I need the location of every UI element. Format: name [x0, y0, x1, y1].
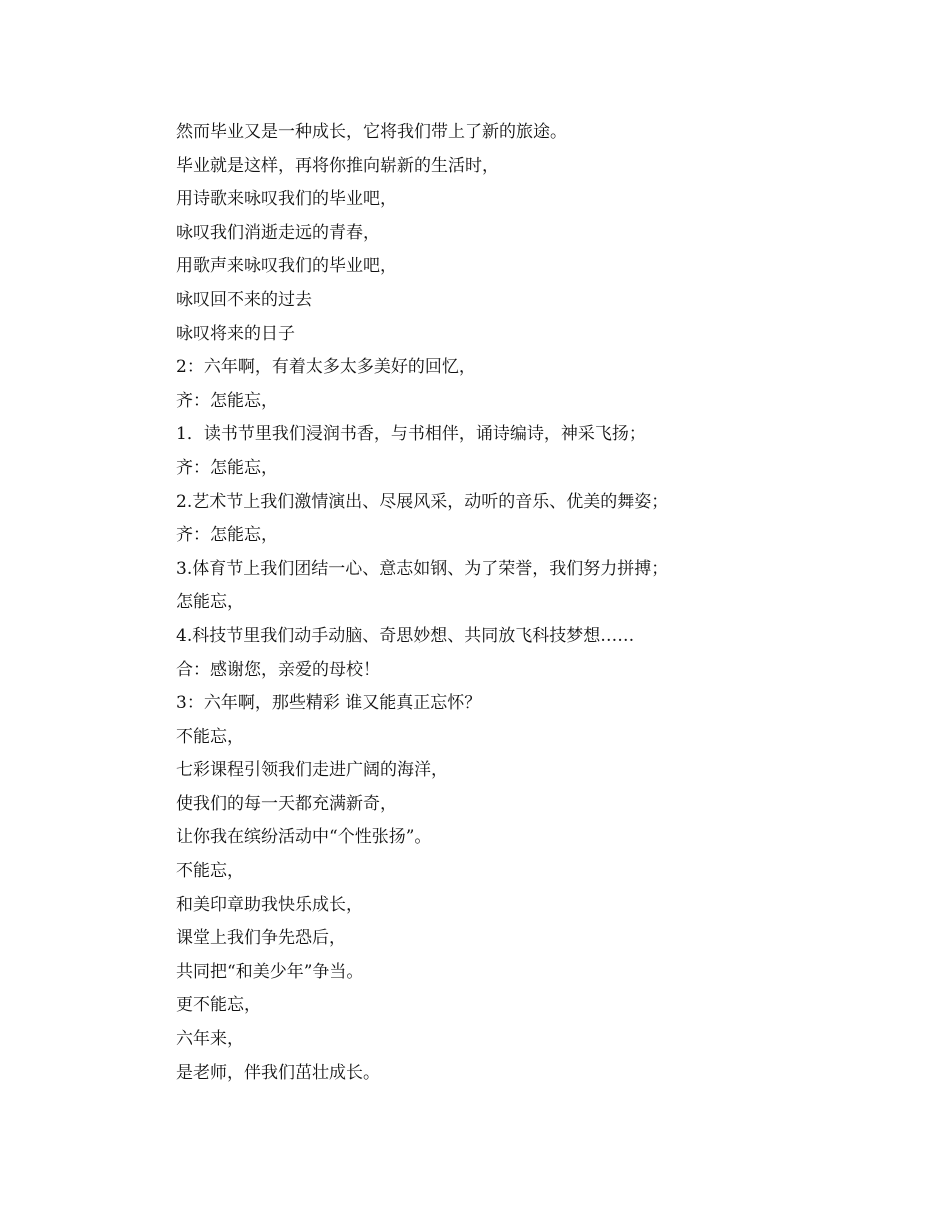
text-line: 使我们的每一天都充满新奇， — [176, 793, 397, 814]
text-line: 齐：怎能忘， — [176, 525, 278, 546]
text-line: 毕业就是这样，再将你推向崭新的生活时， — [176, 155, 499, 176]
text-line: 2：六年啊，有着太多太多美好的回忆， — [176, 357, 476, 378]
text-line: 用歌声来咏叹我们的毕业吧， — [176, 256, 397, 277]
text-line: 咏叹将来的日子 — [176, 323, 295, 344]
text-line: 用诗歌来咏叹我们的毕业吧， — [176, 189, 397, 210]
document-text-body — [176, 116, 816, 1090]
text-line: 不能忘， — [176, 861, 244, 882]
text-line: 六年来， — [176, 1029, 244, 1050]
text-line: 怎能忘， — [176, 592, 244, 613]
text-line: 然而毕业又是一种成长，它将我们带上了新的旅途。 — [176, 122, 567, 142]
text-line: 齐：怎能忘， — [176, 390, 278, 411]
text-line: 咏叹回不来的过去 — [176, 289, 312, 310]
text-line: 3：六年啊，那些精彩 谁又能真正忘怀？ — [176, 693, 482, 714]
text-line: 和美印章助我快乐成长， — [176, 894, 363, 915]
text-line: 共同把“和美少年”争当。 — [176, 961, 364, 982]
text-line: 3.体育节上我们团结一心、意志如钢、为了荣誉，我们努力拼搏； — [176, 558, 669, 579]
text-line: 2.艺术节上我们激情演出、尽展风采，动听的音乐、优美的舞姿； — [176, 491, 669, 512]
text-line: 七彩课程引领我们走进广阔的海洋， — [176, 760, 448, 781]
text-line: 更不能忘， — [176, 995, 261, 1016]
text-line: 让你我在缤纷活动中“个性张扬”。 — [176, 827, 432, 848]
text-line: 不能忘， — [176, 726, 244, 747]
text-line: 4.科技节里我们动手动脑、奇思妙想、共同放飞科技梦想…… — [176, 625, 635, 646]
text-line: 是老师，伴我们茁壮成长。 — [176, 1062, 380, 1083]
text-line: 合：感谢您，亲爱的母校！ — [176, 659, 380, 680]
text-line: 1．读书节里我们浸润书香，与书相伴，诵诗编诗，神采飞扬； — [176, 424, 646, 445]
text-line: 齐：怎能忘， — [176, 457, 278, 478]
text-line: 咏叹我们消逝走远的青春， — [176, 222, 380, 243]
text-line: 课堂上我们争先恐后， — [176, 928, 346, 949]
